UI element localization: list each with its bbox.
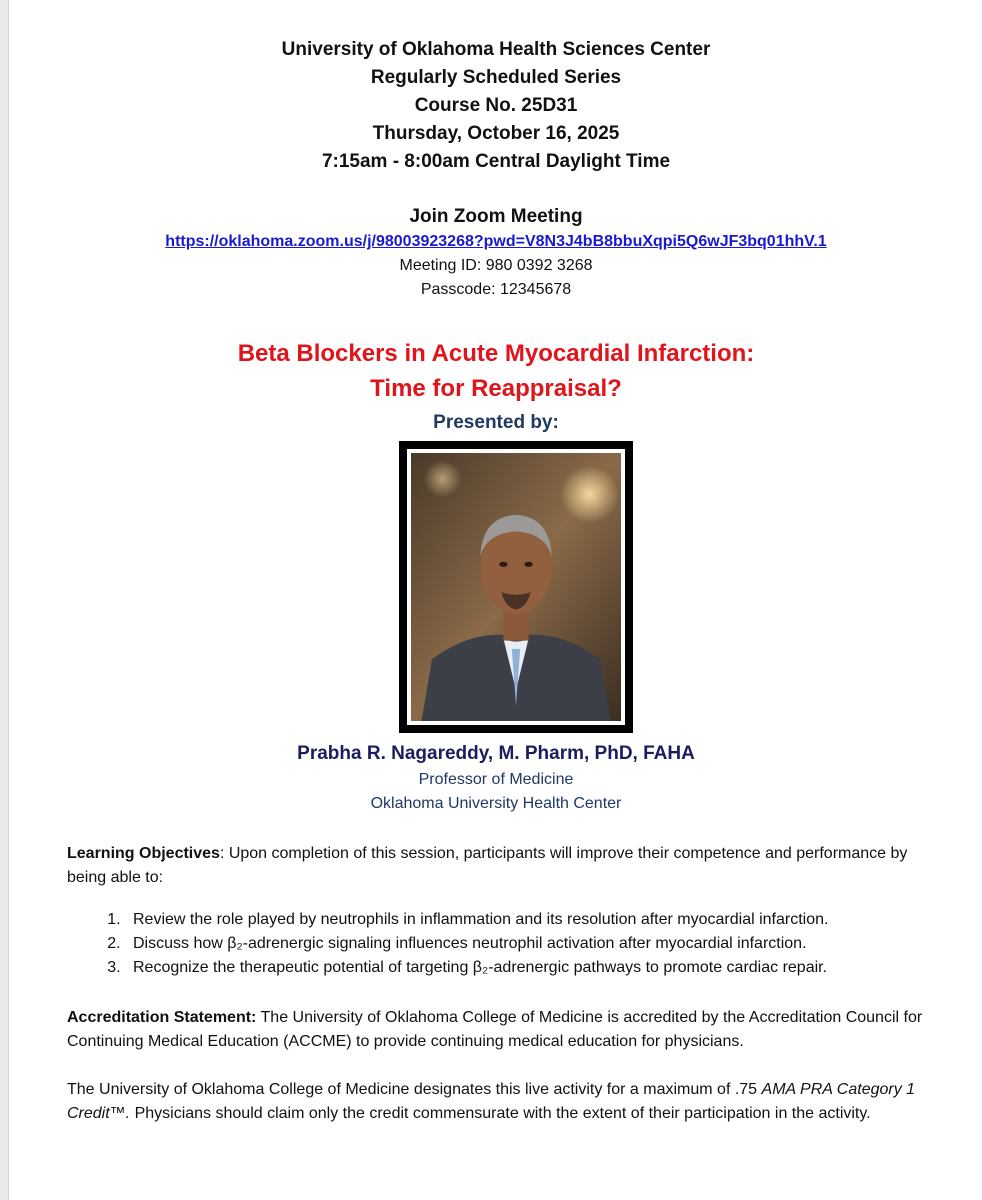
course-number: Course No. 25D31 — [414, 95, 578, 116]
list-item: 2. Discuss how β₂-adrenergic signaling influences neutrophil activation after myocardial infarction. — [125, 932, 947, 956]
presenter-photo-frame — [399, 441, 633, 733]
list-item: 1. Review the role played by neutrophils in inflammation and its resolution after myocardial infarction. — [125, 908, 947, 932]
presenter-photo — [411, 453, 621, 721]
institution-name: University of Oklahoma Health Sciences Center — [281, 39, 711, 60]
series-name: Regularly Scheduled Series — [370, 67, 622, 88]
credit-text-before: The University of Oklahoma College of Medicine designates this live activity for a maximum of .75 — [67, 1081, 762, 1098]
document-page — [8, 0, 982, 1200]
accreditation-text: The University of Oklahoma College of Medicine is accredited by the Accreditation Council for Continuing Medical Education (ACCME) to provide continuing medical education for physicians. — [67, 1009, 923, 1050]
accreditation-statement — [67, 1006, 947, 1054]
talk-title-line1: Beta Blockers in Acute Myocardial Infarction: — [237, 340, 755, 367]
meeting-id: Meeting ID: 980 0392 3268 — [399, 257, 593, 274]
talk-title-line2: Time for Reappraisal? — [370, 375, 622, 402]
presenter-role: Professor of Medicine — [418, 771, 574, 788]
credit-designation: AMA PRA Category 1 Credit™. — [67, 1081, 916, 1122]
credit-text-after: Physicians should claim only the credit commensurate with the extent of their participation in the activity. — [130, 1105, 871, 1122]
presented-by-label: Presented by: — [433, 412, 559, 433]
zoom-link[interactable]: https://oklahoma.zoom.us/j/98003923268?pwd=V8N3J4bB8bbuXqpi5Q6wJF3bq01hhV.1 — [165, 233, 827, 250]
talk-title — [9, 336, 982, 406]
accreditation-label: Accreditation Statement: — [67, 1009, 257, 1026]
credit-statement — [67, 1078, 947, 1126]
zoom-info — [9, 204, 982, 302]
learning-objectives-list — [67, 908, 947, 980]
learning-objectives-label: Learning Objectives — [67, 845, 220, 862]
passcode: Passcode: 12345678 — [420, 281, 572, 298]
learning-objectives-text: : Upon completion of this session, participants will improve their competence and performance by being able to: — [67, 845, 908, 886]
presenter-info — [9, 740, 982, 816]
event-date: Thursday, October 16, 2025 — [372, 123, 620, 144]
presenter-name: Prabha R. Nagareddy, M. Pharm, PhD, FAHA — [297, 743, 695, 764]
learning-objectives-intro — [67, 842, 947, 890]
zoom-heading: Join Zoom Meeting — [409, 206, 583, 227]
event-time: 7:15am - 8:00am Central Daylight Time — [321, 151, 671, 172]
list-item: 3. Recognize the therapeutic potential of targeting β₂-adrenergic pathways to promote cardiac repair. — [125, 956, 947, 980]
course-header — [9, 36, 982, 176]
presenter-affiliation: Oklahoma University Health Center — [370, 795, 622, 812]
